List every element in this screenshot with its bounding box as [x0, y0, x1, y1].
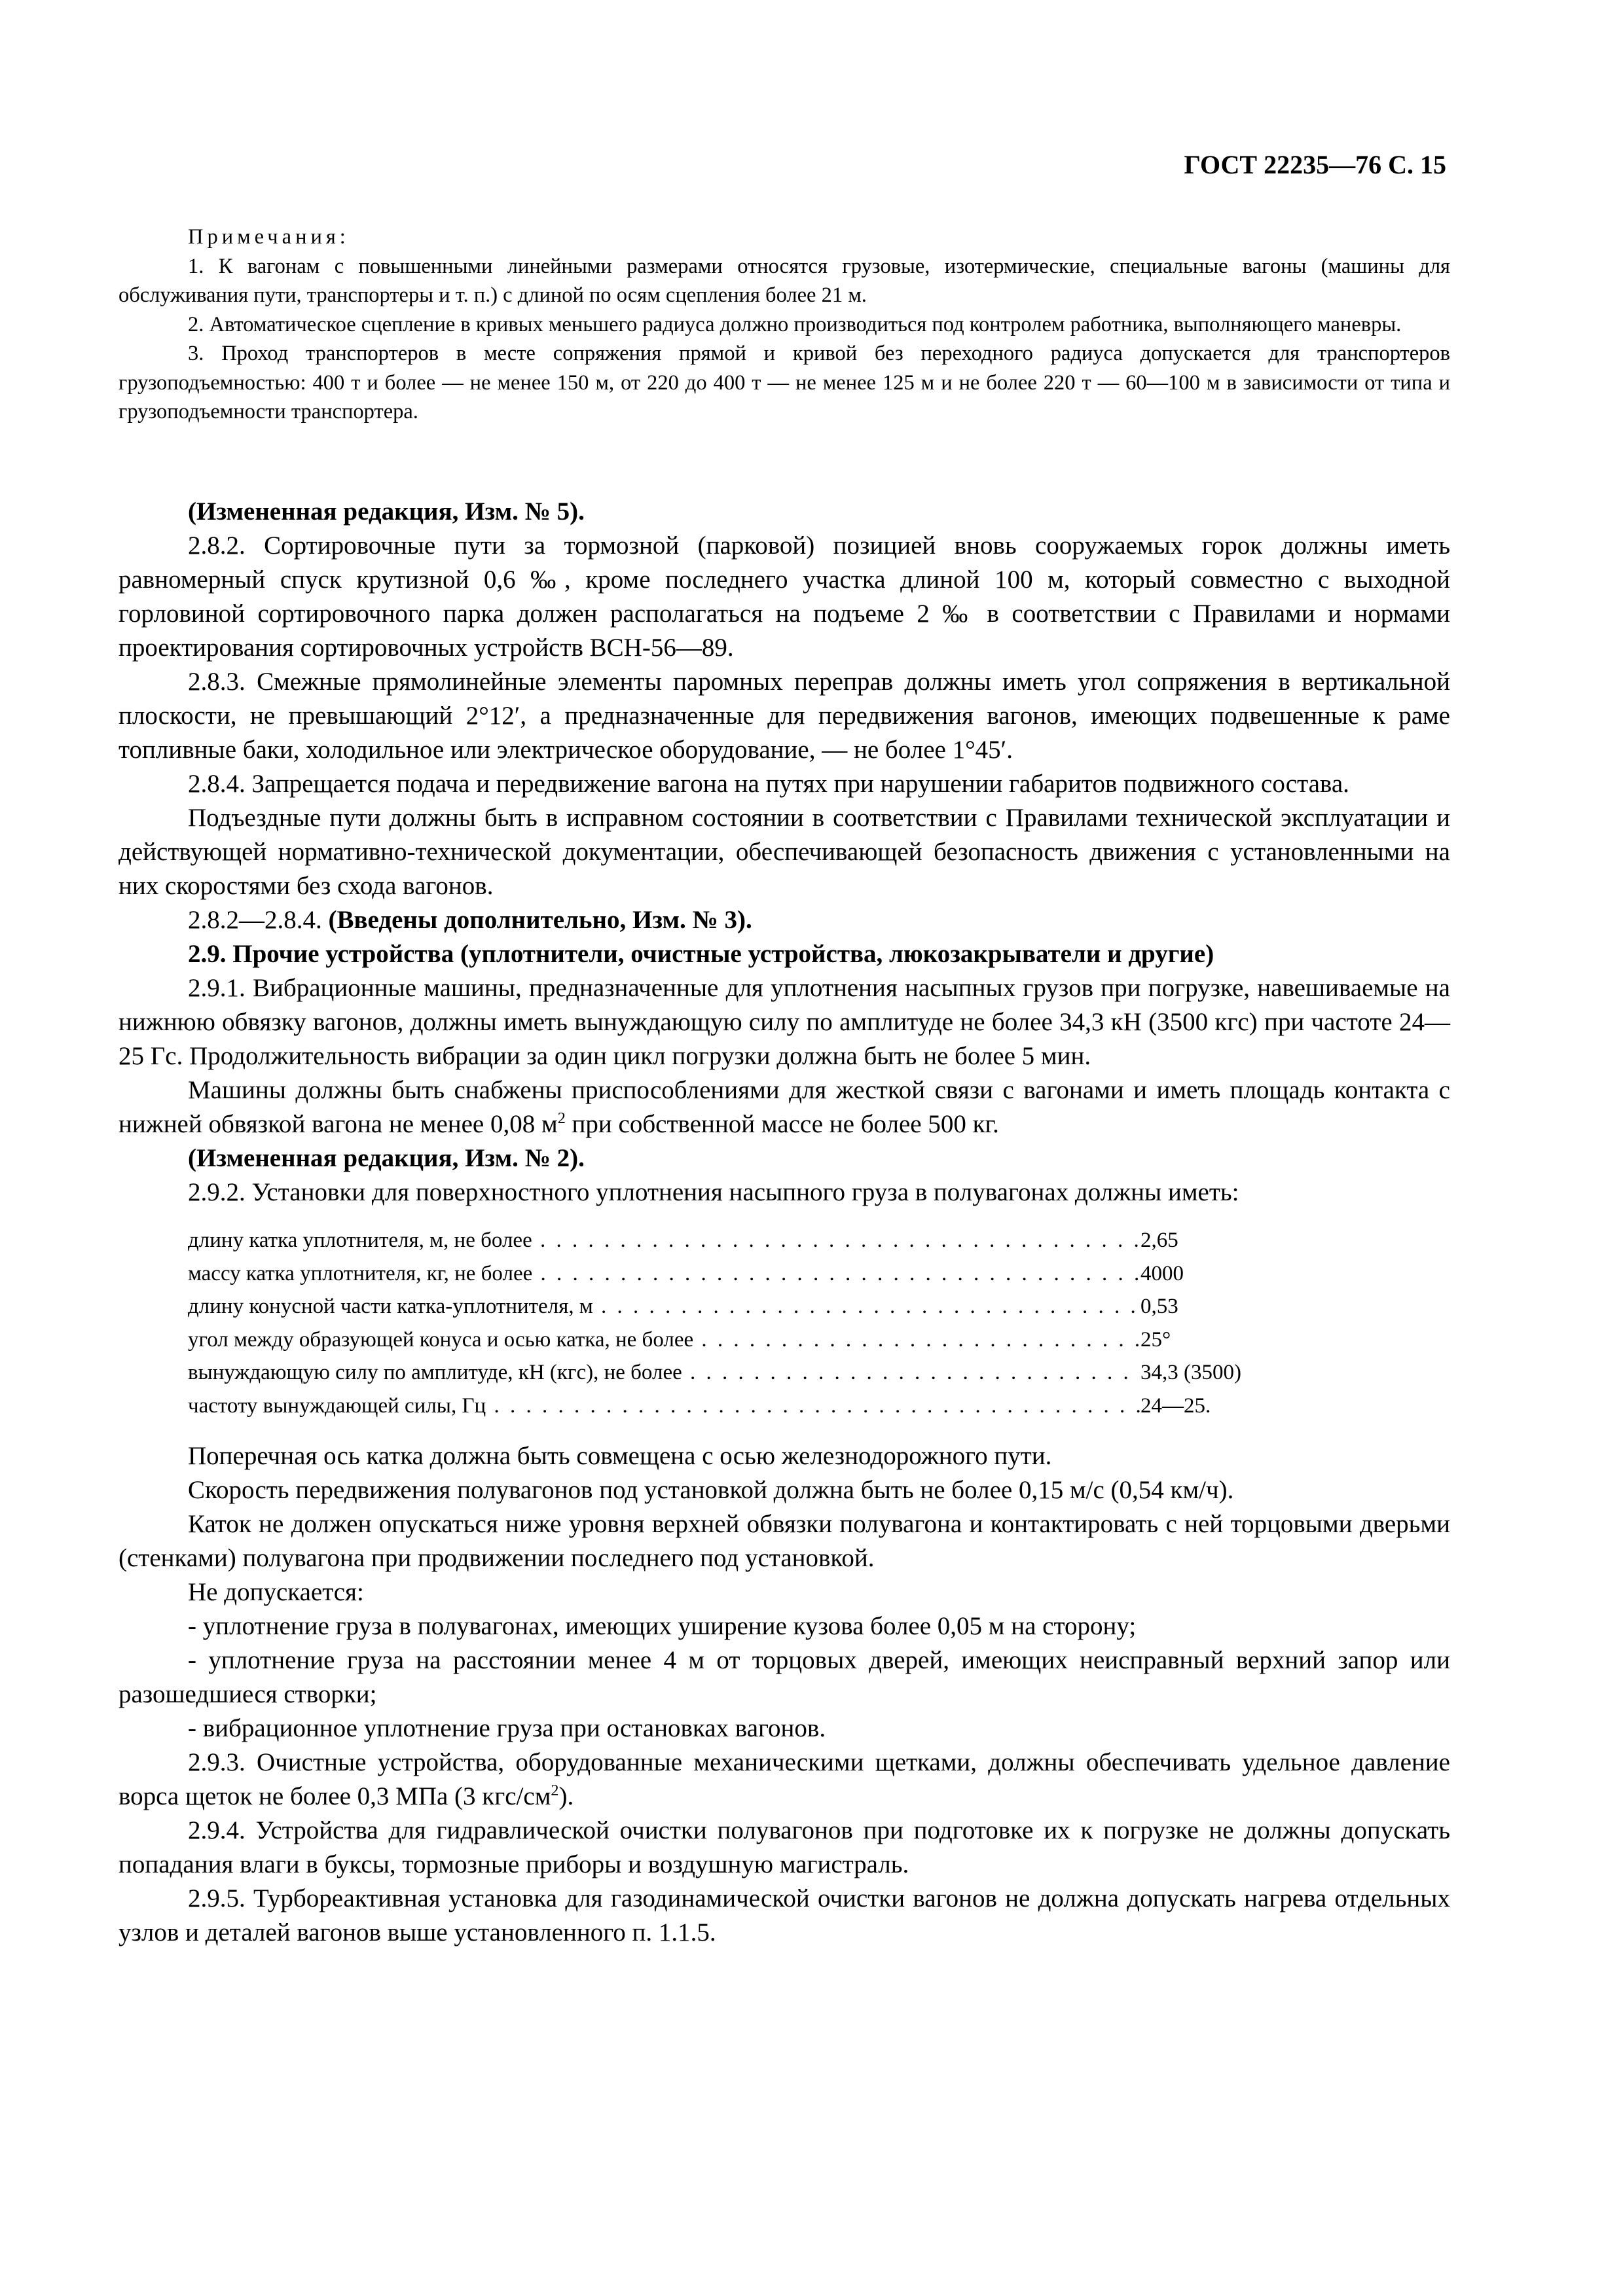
- table-row-value: 4000: [1140, 1261, 1184, 1285]
- paragraph-not-allowed: Не допускается:: [188, 1578, 364, 1606]
- paragraph-2-8-4: 2.8.4. Запрещается подача и передвижение вагона на путях при нарушении габаритов подвижного состава.: [188, 770, 1349, 798]
- main-text: [119, 495, 1450, 1950]
- paragraph-access-tracks: Подъездные пути должны быть в исправном состоянии в соответствии с Правилами технической эксплуатации и действующей нормативно-технической документации, обеспечивающей безопасность движения с установленными на них скоростями без схода вагонов.: [119, 804, 1450, 900]
- p293-text-pre: 2.9.3. Очистные устройства, оборудованные механическими щетками, должны обеспечивать удельное давление ворса щеток не более 0,3 МПа (3 кгс/см: [119, 1748, 1450, 1810]
- notes-title-text: Примечания:: [188, 225, 350, 249]
- paragraph-roller-level: Каток не должен опускаться ниже уровня верхней обвязки полувагона и контактировать с ней торцовыми дверьми (стенками) полувагона при продвижении последнего под установкой.: [119, 1510, 1450, 1572]
- table-row-value: 0,53: [1140, 1295, 1178, 1318]
- paragraph-machines-contact: [119, 1073, 1450, 1141]
- paragraph-2-9-4: 2.9.4. Устройства для гидравлической очистки полувагонов при подготовке их к погрузке не должны допускать попадания влаги в буксы, тормозные приборы и воздушную магистраль.: [119, 1816, 1450, 1878]
- p293-text-post: ).: [558, 1782, 574, 1810]
- table-row: [188, 1390, 1432, 1423]
- table-row: [188, 1290, 1432, 1323]
- notes-block: [119, 223, 1450, 427]
- table-row-value: 2,65: [1140, 1229, 1178, 1252]
- table-row-value: 25°: [1140, 1327, 1171, 1352]
- introduced-note-3: [119, 903, 1450, 937]
- p293-text-sup: 2: [551, 1782, 559, 1799]
- table-row-label: длину конусной части катка-уплотнителя, м . . .: [188, 1290, 1140, 1323]
- paragraph-roller-axis: Поперечная ось катка должна быть совмещена с осью железнодорожного пути.: [188, 1442, 1052, 1470]
- table-row-label: частоту вынуждающей силы, Гц . . .: [188, 1390, 1140, 1423]
- list-item: - уплотнение груза на расстоянии менее 4 м от торцовых дверей, имеющих неисправный верхний запор или разошедшиеся створки;: [119, 1646, 1450, 1708]
- table-row-label: длину катка уплотнителя, м, не более . . .: [188, 1224, 1140, 1257]
- amendment-note-2: (Измененная редакция, Изм. № 2).: [188, 1144, 585, 1172]
- table-row-value: 34,3 (3500): [1140, 1361, 1241, 1384]
- introduced-note-prefix: 2.8.2—2.8.4.: [188, 906, 322, 934]
- notes-title: [119, 223, 1450, 252]
- paragraph-2-9-5: 2.9.5. Турбореактивная установка для газодинамической очистки вагонов не должна допускать нагрева отдельных узлов и деталей вагонов выше установленного п. 1.1.5.: [119, 1884, 1450, 1946]
- paragraph-2-9-1: 2.9.1. Вибрационные машины, предназначенные для уплотнения насыпных грузов при погрузке, навешиваемые на нижнюю обвязку вагонов, должны иметь вынуждающую силу по амплитуде не более 34,3 кН (3500 кгс) при частоте 24—25 Гс. Продолжительность вибрации за один цикл погрузки должна быть не более 5 мин.: [119, 974, 1450, 1070]
- table-row: [188, 1356, 1432, 1390]
- table-row: [188, 1224, 1432, 1257]
- contact-text-pre: Машины должны быть снабжены приспособлениями для жесткой связи с вагонами и иметь площадь контакта с нижней обвязкой вагона не менее 0,08 м: [119, 1076, 1450, 1138]
- note-item: 3. Проход транспортеров в месте сопряжения прямой и кривой без переходного радиуса допускается для транспортеров грузоподъемностью: 400 т и более — не менее 150 м, от 220 до 400 т — не менее 125 м и не более 220 т — 60—100 м в зависимости от типа и грузоподъемности транспортера.: [119, 342, 1450, 423]
- contact-text-sup: 2: [557, 1109, 566, 1127]
- paragraph-2-9-2: 2.9.2. Установки для поверхностного уплотнения насыпного груза в полувагонах должны иметь:: [188, 1178, 1239, 1206]
- paragraph-2-8-2: 2.8.2. Сортировочные пути за тормозной (парковой) позицией вновь сооружаемых горок должны иметь равномерный спуск крутизной 0,6 ‰, кроме последнего участка длиной 100 м, который совместно с выходной горловиной сортировочного парка должен располагаться на подъеме 2 ‰ в соответствии с Правилами и нормами проектирования сортировочных устройств ВСН-56—89.: [119, 531, 1450, 662]
- table-row-label: массу катка уплотнителя, кг, не более . . .: [188, 1257, 1140, 1291]
- section-2-9-heading: 2.9. Прочие устройства (уплотнители, очистные устройства, люкозакрыватели и другие): [188, 940, 1214, 968]
- contact-text-post: при собственной массе не более 500 кг.: [565, 1110, 999, 1138]
- table-row: [188, 1257, 1432, 1291]
- list-item: - уплотнение груза в полувагонах, имеющих уширение кузова более 0,05 м на сторону;: [188, 1612, 1137, 1640]
- table-row: [188, 1323, 1432, 1357]
- page-header: ГОСТ 22235—76 С. 15: [1184, 150, 1446, 179]
- parameters-table: [188, 1224, 1432, 1422]
- table-row-label: вынуждающую силу по амплитуде, кН (кгс), не более . . .: [188, 1356, 1140, 1390]
- note-item: 1. К вагонам с повышенными линейными размерами относятся грузовые, изотермические, специальные вагоны (машины для обслуживания пути, транспортеры и т. п.) с длиной по осям сцепления более 21 м.: [119, 254, 1450, 307]
- table-row-label: угол между образующей конуса и осью катка, не более . . .: [188, 1323, 1140, 1357]
- amendment-note-5: (Измененная редакция, Изм. № 5).: [188, 497, 585, 526]
- table-row-value: 24—25.: [1140, 1393, 1211, 1418]
- note-item: 2. Автоматическое сцепление в кривых меньшего радиуса должно производиться под контролем работника, выполняющего маневры.: [188, 312, 1402, 336]
- paragraph-2-8-3: 2.8.3. Смежные прямолинейные элементы паромных переправ должны иметь угол сопряжения в вертикальной плоскости, не превышающий 2°12′, а предназначенные для передвижения вагонов, имеющих подвешенные к раме топливные баки, холодильное или электрическое оборудование, — не более 1°45′.: [119, 668, 1450, 764]
- paragraph-speed: Скорость передвижения полувагонов под установкой должна быть не более 0,15 м/с (0,54 км/ч).: [188, 1476, 1234, 1504]
- paragraph-2-9-3: [119, 1746, 1450, 1814]
- list-item: - вибрационное уплотнение груза при остановках вагонов.: [188, 1714, 826, 1742]
- introduced-note-text: (Введены дополнительно, Изм. № 3).: [328, 906, 752, 934]
